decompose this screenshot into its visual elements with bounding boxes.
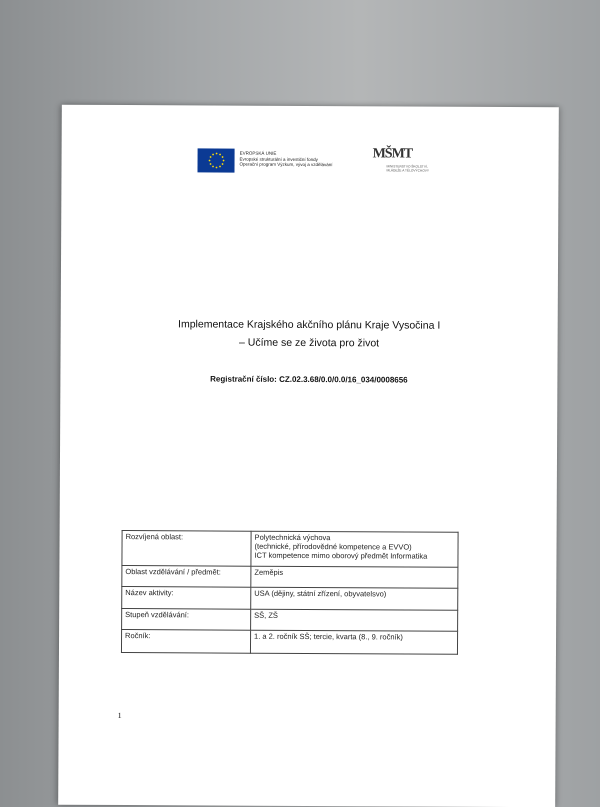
row-value-line: (technické, přírodovědné kompetence a EVVO) [254,541,412,552]
msmt-caption-line: MINISTERSTVO ŠKOLSTVÍ, [386,164,428,169]
msmt-caption [386,164,429,172]
row-key: Název aktivity: [122,587,251,610]
row-key: Rozvíjená oblast: [122,531,251,567]
row-value [251,531,458,567]
document-title: Implementace Krajského akčního plánu Kraje Vysočina I [178,318,441,332]
row-value: 1. a 2. ročník SŠ; tercie, kvarta (8., 9. ročník) [250,630,457,654]
table-row [122,531,458,568]
msmt-caption-line: MLÁDEŽE A TĚLOVÝCHOVY [386,168,429,173]
msmt-mark: MŠMT [372,146,413,162]
eu-flag-logo [197,148,234,172]
row-key: Oblast vzdělávání / předmět: [122,566,251,588]
table-row [122,609,458,632]
row-value: Zeměpis [251,566,458,588]
eu-stars-icon [205,151,227,169]
row-value: USA (dějiny, státní zřízení, obyvatelsvo) [251,587,458,610]
table-row [122,566,458,589]
eu-logo-text [240,151,333,168]
eu-logo-line: Operační program Výzkum, vývoj a vzdělávání [239,161,333,168]
document-page [58,105,559,807]
registration-number: Registrační číslo: CZ.02.3.68/0.0/0.0/16_034/0008656 [210,374,408,385]
logo-strip [197,145,447,176]
table-row [121,630,457,655]
document-subtitle: – Učíme se ze života pro život [239,336,380,350]
row-value-line: ICT kompetence mimo oborový předmět Informatika [254,550,428,561]
row-value-line: Polytechnická výchova [254,532,331,543]
row-key: Stupeň vzdělávání: [122,609,251,631]
row-value: SŠ, ZŠ [251,609,458,631]
table-row [122,587,458,611]
row-key: Ročník: [121,630,250,654]
eu-logo-line: Evropské strukturální a investiční fondy [239,156,318,162]
msmt-logo [372,146,447,178]
eu-logo-line: EVROPSKÁ UNIE [239,150,277,156]
activity-info-table [121,530,459,655]
page-number: 1 [117,711,122,721]
